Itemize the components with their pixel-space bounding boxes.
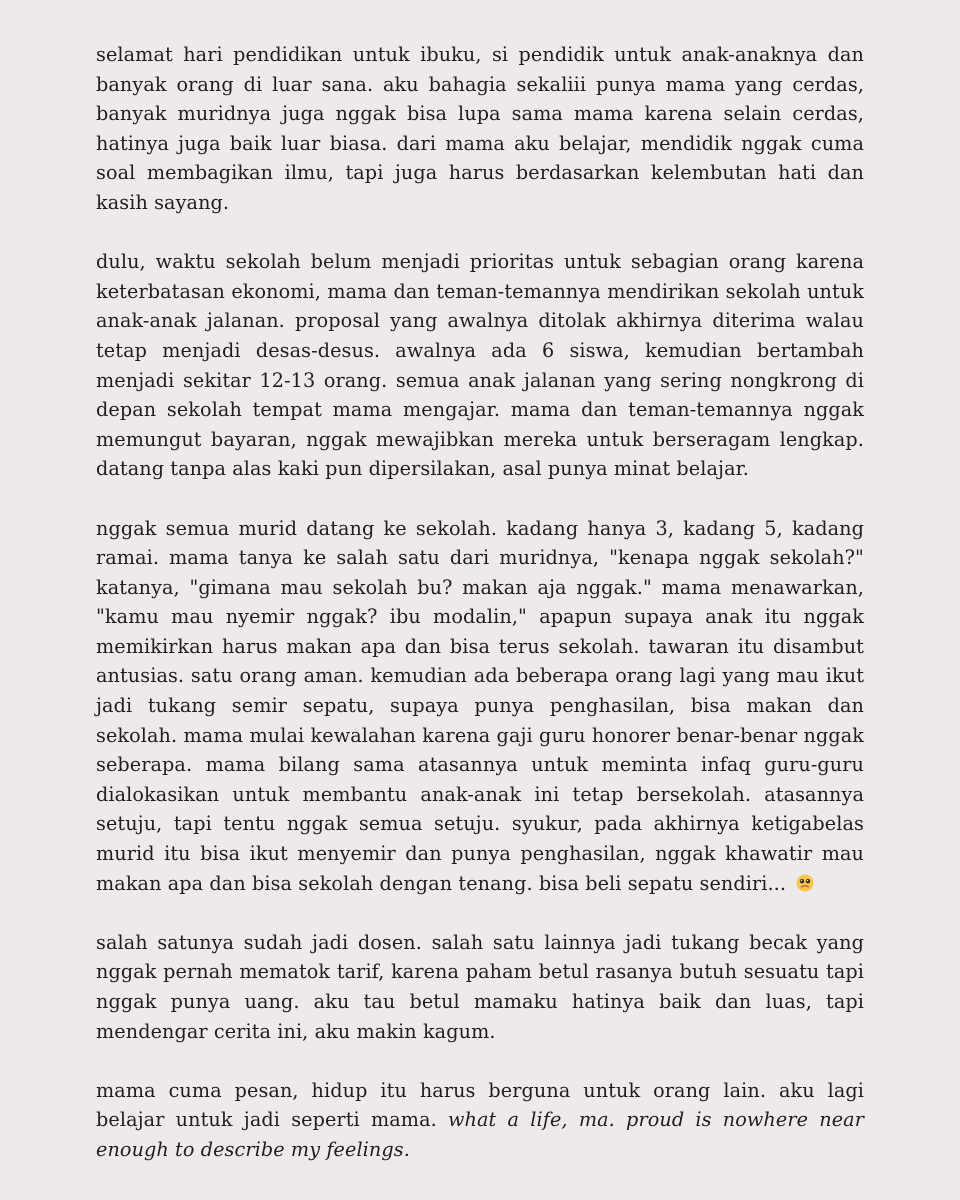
- paragraph-3-text: nggak semua murid datang ke sekolah. kadang hanya 3, kadang 5, kadang ramai. mama tanya ke salah satu dari muridnya, "kenapa nggak sekolah?" katanya, "gimana mau sekolah bu? makan aja nggak." mama menawarkan, "kamu mau nyemir nggak? ibu modalin," apapun supaya anak itu nggak memikirkan harus makan apa dan bisa terus sekolah. tawaran itu disambut antusias. satu orang aman. kemudian ada beberapa orang lagi yang mau ikut jadi tukang semir sepatu, supaya punya penghasilan, bisa makan dan sekolah. mama mulai kewalahan karena gaji guru honorer benar-benar nggak seberapa. mama bilang sama atasannya untuk meminta infaq guru-guru dialokasikan untuk membantu anak-anak ini tetap bersekolah. atasannya setuju, tapi tentu nggak semua setuju. syukur, pada akhirnya ketigabelas murid itu bisa ikut menyemir dan punya penghasilan, nggak khawatir mau makan apa dan bisa sekolah dengan tenang. bisa beli sepatu sendiri...: [96, 516, 864, 895]
- paragraph-2-text: dulu, waktu sekolah belum menjadi prioritas untuk sebagian orang karena keterbatasan ekonomi, mama dan teman-temannya mendirikan sekolah untuk anak-anak jalanan. proposal yang awalnya ditolak akhirnya diterima walau tetap menjadi desas-desus. awalnya ada 6 siswa, kemudian bertambah menjadi sekitar 12-13 orang. semua anak jalanan yang sering nongkrong di depan sekolah tempat mama mengajar. mama dan teman-temannya nggak memungut bayaran, nggak mewajibkan mereka untuk berseragam lengkap. datang tanpa alas kaki pun dipersilakan, asal punya minat belajar.: [96, 250, 864, 481]
- paragraph-5-text: mama cuma pesan, hidup itu harus berguna untuk orang lain. aku lagi belajar untuk jadi seperti mama.: [96, 1078, 864, 1132]
- paragraph-1-text: selamat hari pendidikan untuk ibuku, si pendidik untuk anak-anaknya dan banyak orang di luar sana. aku bahagia sekaliii punya mama yang cerdas, banyak muridnya juga nggak bisa lupa sama mama karena selain cerdas, hatinya juga baik luar biasa. dari mama aku belajar, mendidik nggak cuma soal membagikan ilmu, tapi juga harus berdasarkan kelembutan hati dan kasih sayang.: [96, 43, 864, 214]
- paragraph-5: [96, 1076, 864, 1165]
- paragraph-3: [96, 514, 864, 899]
- pleading-face-emoji-icon: [796, 871, 814, 889]
- paragraph-5-italic-text: what a life, ma. proud is nowhere near enough to describe my feelings.: [96, 1108, 864, 1161]
- paragraph-1: [96, 40, 864, 218]
- paragraph-4-text: salah satunya sudah jadi dosen. salah satu lainnya jadi tukang becak yang nggak pernah mematok tarif, karena paham betul rasanya butuh sesuatu tapi nggak punya uang. aku tau betul mamaku hatinya baik dan luas, tapi mendengar cerita ini, aku makin kagum.: [96, 930, 864, 1043]
- paragraph-4: [96, 928, 864, 1046]
- paragraph-2: [96, 247, 864, 484]
